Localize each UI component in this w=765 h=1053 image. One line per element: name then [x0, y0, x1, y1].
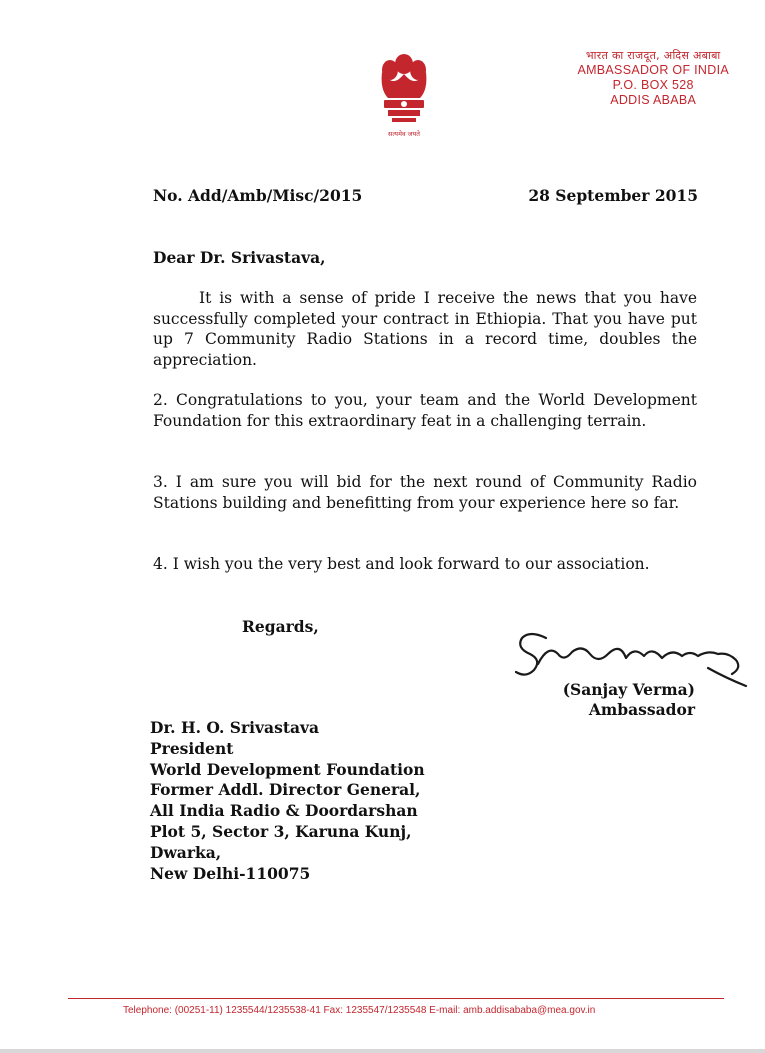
closing: Regards, — [242, 617, 319, 636]
letterhead — [577, 48, 729, 108]
salutation: Dear Dr. Srivastava, — [153, 248, 326, 267]
national-emblem-icon — [374, 50, 434, 145]
recipient-street: Plot 5, Sector 3, Karuna Kunj, — [150, 821, 412, 841]
footer-contact: Telephone: (00251-11) 1235544/1235538-41 Fax: 1235547/1235548 E-mail: amb.addisababa@mea.gov.in — [123, 1005, 596, 1016]
recipient-former-org: All India Radio & Doordarshan — [150, 801, 418, 821]
reference-number: No. Add/Amb/Misc/2015 — [153, 186, 363, 205]
signatory — [563, 680, 695, 720]
letterhead-title: AMBASSADOR OF INDIA — [577, 63, 729, 77]
handwritten-signature — [512, 624, 750, 688]
recipient-city: New Delhi-110075 — [150, 863, 311, 883]
footer-divider — [68, 998, 724, 999]
scan-edge — [0, 1049, 765, 1053]
emblem-motto: सत्यमेव जयते — [388, 130, 420, 138]
signatory-name: (Sanjay Verma) — [562, 680, 695, 699]
paragraph-1: It is with a sense of pride I receive the news that you have successfully completed your contract in Ethiopia. That you have put up 7 Community Radio Stations in a record time, doubles the appreciation. — [153, 289, 697, 369]
recipient-position: President — [150, 738, 234, 758]
recipient-address — [150, 718, 425, 884]
recipient-name: Dr. H. O. Srivastava — [150, 718, 320, 737]
letterhead-hindi: भारत का राजदूत, अदिस अबाबा — [585, 49, 721, 62]
letterhead-po-box: P.O. BOX 528 — [612, 78, 694, 92]
paragraph-2: 2. Congratulations to you, your team and the World Development Foundation for this extraordinary feat in a challenging terrain. — [153, 391, 697, 430]
recipient-former-title: Former Addl. Director General, — [150, 780, 421, 800]
paragraph-3: 3. I am sure you will bid for the next round of Community Radio Stations building and benefitting from your experience here so far. — [153, 473, 697, 512]
signatory-title: Ambassador — [588, 700, 695, 719]
recipient-locality: Dwarka, — [150, 842, 222, 862]
paragraph-4: 4. I wish you the very best and look forward to our association. — [153, 555, 650, 573]
letterhead-city: ADDIS ABABA — [610, 93, 697, 107]
letter-date: 28 September 2015 — [528, 186, 698, 205]
recipient-organization: World Development Foundation — [150, 759, 425, 779]
